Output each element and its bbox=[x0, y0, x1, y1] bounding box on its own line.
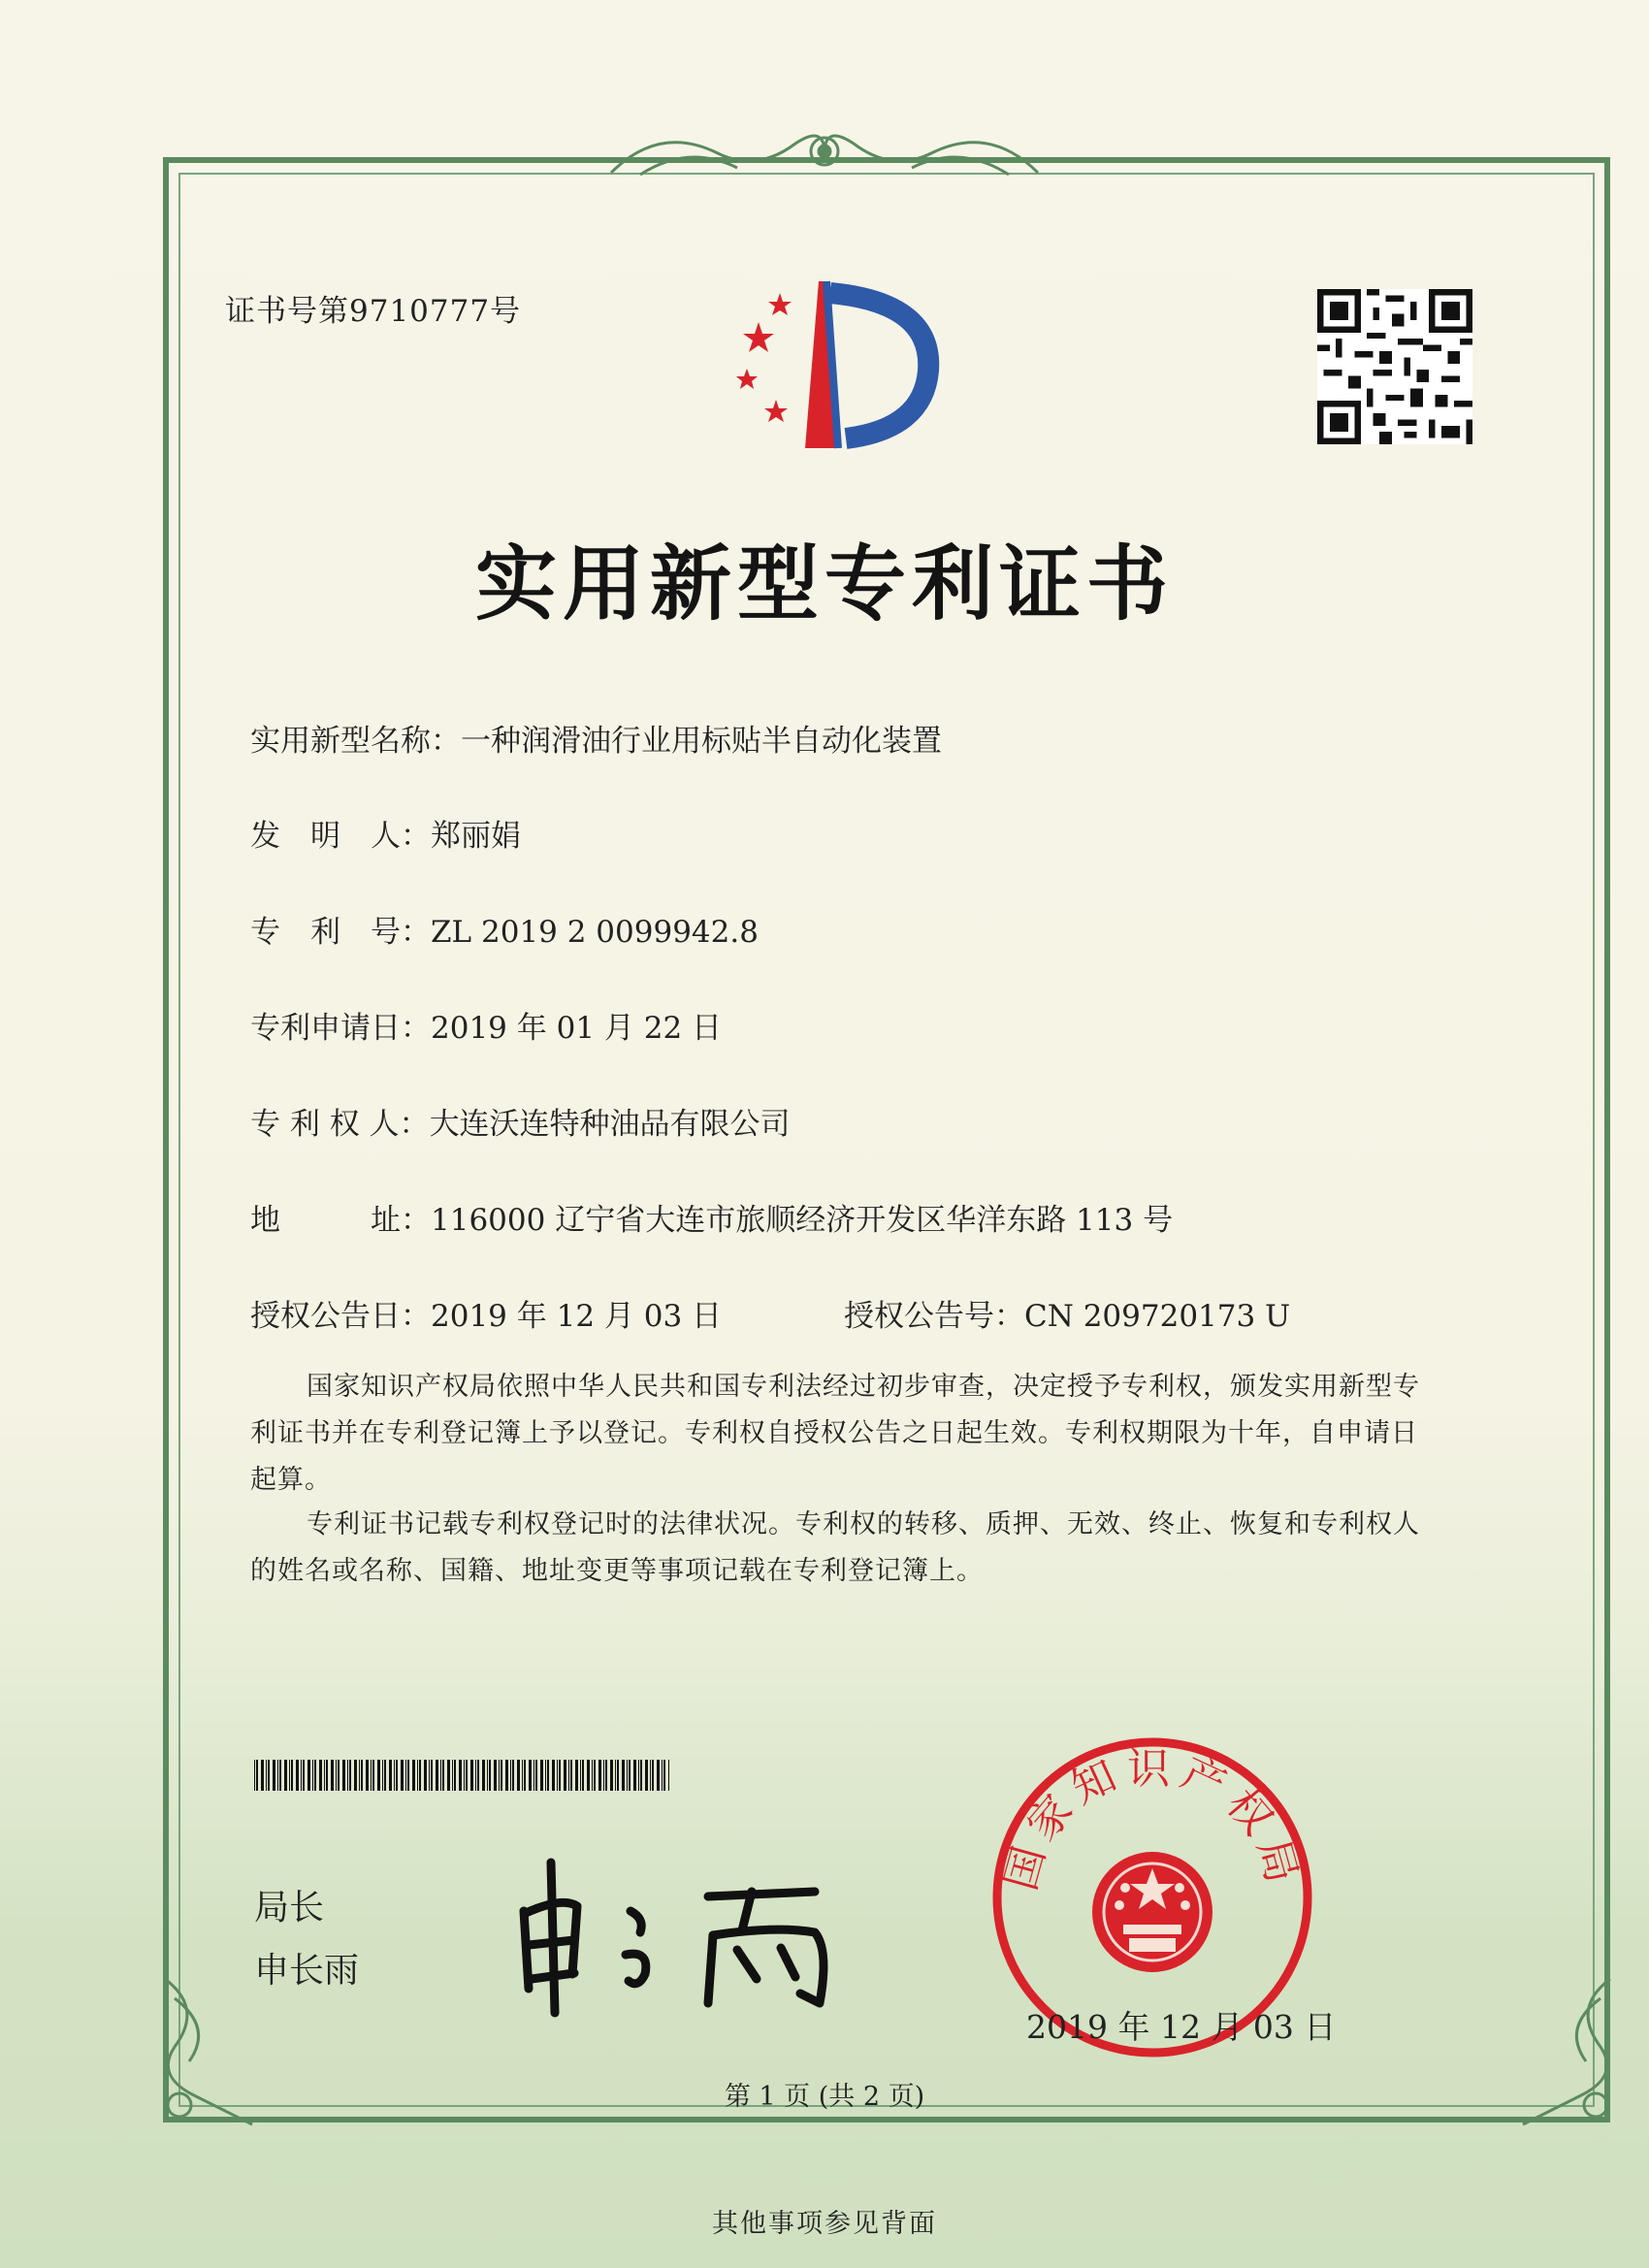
grant-number-row bbox=[844, 1291, 1290, 1335]
patentee-row bbox=[250, 1099, 791, 1143]
director-name: 申长雨 bbox=[254, 1951, 360, 1991]
page-number: 第 1 页 (共 2 页) bbox=[724, 2082, 925, 2112]
patent-number-value: ZL 2019 2 0099942.8 bbox=[431, 915, 759, 950]
utility-model-name-row bbox=[250, 716, 942, 760]
address-label: 地 址： bbox=[250, 1203, 431, 1238]
certificate-number: 证书号第9710777号 bbox=[225, 294, 522, 329]
application-date-label: 专利申请日： bbox=[250, 1011, 431, 1046]
grant-date-row bbox=[250, 1291, 722, 1335]
statement-paragraph-2: 专利证书记载专利权登记时的法律状况。专利权的转移、质押、无效、终止、恢复和专利权人的姓名或名称、国籍、地址变更等事项记载在专利登记簿上。 bbox=[250, 1509, 1420, 1586]
grant-date-value: 2019 年 12 月 03 日 bbox=[431, 1299, 723, 1334]
patent-number-label: 专 利 号： bbox=[250, 915, 431, 950]
utility-model-name-label: 实用新型名称： bbox=[250, 724, 461, 759]
seal-text: 国家知识产权局 bbox=[995, 1744, 1310, 1896]
inventor-row bbox=[250, 811, 521, 855]
patent-number-row bbox=[250, 907, 759, 951]
grant-number-value: CN 209720173 U bbox=[1024, 1299, 1291, 1334]
director-title: 局长 bbox=[254, 1888, 325, 1928]
certificate-title: 实用新型专利证书 bbox=[474, 535, 1174, 632]
application-date-value: 2019 年 01 月 22 日 bbox=[431, 1011, 723, 1046]
patentee-label: 专 利 权 人： bbox=[250, 1107, 430, 1142]
barcode bbox=[254, 1760, 669, 1791]
director-signature bbox=[504, 1843, 863, 2018]
patentee-value: 大连沃连特种油品有限公司 bbox=[429, 1107, 791, 1142]
statement-paragraph-1: 国家知识产权局依照中华人民共和国专利法经过初步审查，决定授予专利权，颁发实用新型专利证书并在专利登记簿上予以登记。专利权自授权公告之日起生效。专利权期限为十年，自申请日起算。 bbox=[250, 1372, 1420, 1495]
inventor-label: 发 明 人： bbox=[250, 819, 431, 854]
application-date-row bbox=[250, 1003, 722, 1047]
grant-date-label: 授权公告日： bbox=[250, 1299, 431, 1334]
patent-office-logo bbox=[729, 264, 972, 458]
address-value: 116000 辽宁省大连市旅顺经济开发区华洋东路 113 号 bbox=[431, 1203, 1174, 1238]
grant-number-label: 授权公告号： bbox=[844, 1299, 1024, 1334]
bottom-note: 其他事项参见背面 bbox=[712, 2209, 937, 2239]
qr-code bbox=[1317, 289, 1472, 444]
utility-model-name-value: 一种润滑油行业用标贴半自动化装置 bbox=[461, 724, 942, 759]
top-ornament bbox=[601, 114, 1048, 192]
address-row bbox=[250, 1195, 1173, 1239]
seal-date: 2019 年 12 月 03 日 bbox=[1026, 2008, 1337, 2046]
inventor-value: 郑丽娟 bbox=[431, 819, 521, 854]
